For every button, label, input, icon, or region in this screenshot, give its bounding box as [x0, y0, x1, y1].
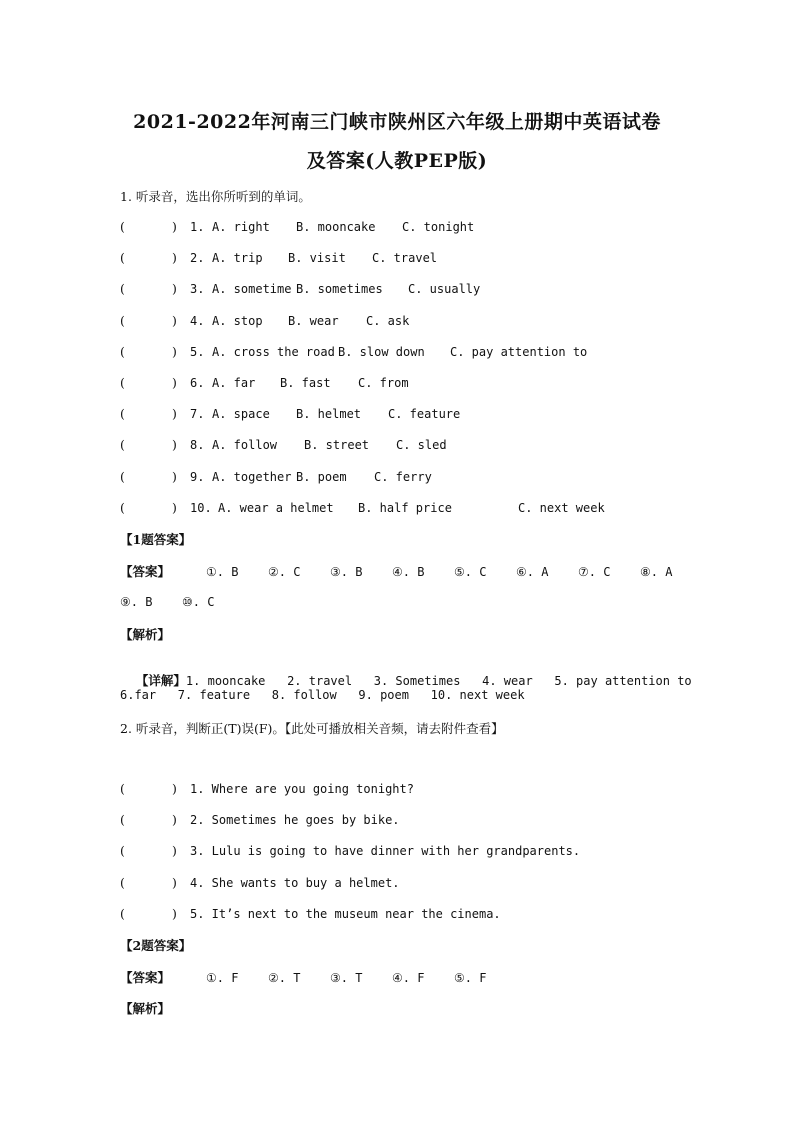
- option-b: B. visit: [288, 251, 346, 266]
- answer-blank-open: (: [120, 843, 125, 859]
- option-a: A. far: [212, 376, 256, 390]
- option-a: A. together: [212, 469, 292, 484]
- option-c: C. sled: [396, 438, 447, 453]
- question-row: [120, 375, 409, 390]
- answer-blank-close: ): [172, 406, 177, 422]
- answer-blank-open: (: [120, 905, 125, 921]
- answer-item: ⑤. F: [454, 971, 487, 985]
- question-number: 7.: [190, 407, 205, 422]
- answer-blank-close: ): [172, 905, 177, 921]
- question-text: 4. She wants to buy a helmet.: [190, 875, 400, 890]
- option-a: A. cross the road: [212, 344, 335, 359]
- question-number: 4.: [190, 313, 205, 328]
- answer-item: ③. T: [330, 971, 363, 985]
- question-row: [120, 812, 400, 827]
- answer-blank-open: (: [120, 281, 125, 297]
- option-b: B. helmet: [296, 407, 362, 422]
- answer-blank-close: ): [172, 343, 177, 359]
- answer-blank-open: (: [120, 375, 125, 390]
- option-a: A. wear a helmet: [218, 500, 334, 515]
- answer-blank-close: ): [172, 812, 177, 828]
- question-text: 1. Where are you going tonight?: [190, 782, 414, 796]
- answer-item: ⑦. C: [578, 565, 611, 579]
- section1-answer-row-2: [120, 594, 244, 609]
- option-a: A. stop: [212, 313, 263, 328]
- question-row: [120, 906, 501, 921]
- option-b: B. poem: [296, 469, 347, 484]
- option-c: C. from: [358, 376, 409, 390]
- answer-item: ②. T: [268, 971, 301, 985]
- answer-list: [206, 970, 516, 985]
- section2-heading: 2. 听录音，判断正(T)误(F)。【此处可播放相关音频，请去附件查看】: [120, 721, 504, 736]
- option-a: A. space: [212, 407, 270, 422]
- section1-answer-row: [120, 562, 702, 580]
- question-row: [120, 406, 460, 421]
- answer-list-continued: [120, 594, 244, 609]
- answer-item: ①. F: [206, 971, 239, 985]
- question-number: 2.: [190, 251, 205, 266]
- option-b: B. wear: [288, 313, 339, 328]
- option-c: C. pay attention to: [450, 344, 588, 359]
- answer-blank-open: (: [120, 250, 125, 266]
- question-row: [120, 437, 447, 452]
- answer-blank-open: (: [120, 343, 125, 359]
- answer-blank-close: ): [172, 874, 177, 890]
- answer-item: ⑥. A: [516, 565, 549, 579]
- answer-blank-close: ): [172, 375, 177, 390]
- option-b: B. slow down: [338, 344, 425, 359]
- option-b: B. sometimes: [296, 282, 383, 297]
- question-row: [120, 781, 414, 796]
- answer-blank-open: (: [120, 874, 125, 890]
- option-b: B. mooncake: [296, 220, 376, 234]
- option-c: C. tonight: [402, 220, 475, 234]
- document-title-line2: 及答案(人教PEP版): [306, 150, 488, 172]
- answer-blank-open: (: [120, 406, 125, 422]
- question-row: [120, 344, 587, 359]
- section1-analysis-heading: 【解析】: [120, 627, 171, 642]
- answer-blank-close: ): [172, 843, 177, 859]
- answer-blank-open: (: [120, 437, 125, 453]
- option-c: C. travel: [372, 251, 438, 266]
- section1-heading: 1. 听录音，选出你所听到的单词。: [120, 189, 311, 204]
- answer-blank-close: ): [172, 312, 177, 328]
- option-c: C. usually: [408, 282, 481, 297]
- option-c: C. next week: [518, 500, 605, 515]
- answer-item: ②. C: [268, 565, 301, 579]
- question-text: 2. Sometimes he goes by bike.: [190, 813, 400, 828]
- answer-blank-open: (: [120, 219, 125, 234]
- section2-analysis-heading: 【解析】: [120, 1001, 171, 1016]
- question-row: [120, 250, 437, 265]
- detail-text: 1. mooncake 2. travel 3. Sometimes 4. wear 5. pay attention to: [185, 674, 692, 688]
- answer-list: [206, 564, 702, 579]
- question-row: [120, 469, 432, 484]
- option-b: B. fast: [280, 376, 331, 390]
- question-number: 5.: [190, 344, 205, 359]
- question-row: [120, 875, 400, 890]
- answer-blank-open: (: [120, 468, 125, 484]
- answer-item: ⑩. C: [182, 595, 215, 609]
- option-c: C. feature: [388, 407, 461, 422]
- answer-label: 【答案】: [120, 564, 171, 579]
- answer-blank-open: (: [120, 499, 125, 515]
- option-a: A. right: [212, 220, 270, 234]
- answer-item: ⑨. B: [120, 595, 153, 609]
- question-number: 8.: [190, 438, 205, 453]
- question-number: 3.: [190, 282, 205, 297]
- answer-item: ③. B: [330, 565, 363, 579]
- section1-detail-line2: 6.far 7. feature 8. follow 9. poem 10. next week: [120, 688, 525, 702]
- question-row: [120, 313, 409, 328]
- question-text: 5. It’s next to the museum near the cinema.: [190, 906, 501, 921]
- detail-label: 【详解】: [135, 673, 186, 688]
- answer-blank-open: (: [120, 812, 125, 828]
- answer-blank-close: ): [172, 781, 177, 796]
- section2-answer-row: [120, 968, 516, 986]
- answer-item: ①. B: [206, 565, 239, 579]
- answer-item: ④. B: [392, 565, 425, 579]
- option-b: B. half price: [358, 500, 452, 515]
- question-row: [120, 843, 580, 858]
- answer-item: ④. F: [392, 971, 425, 985]
- document-title-line1: 2021-2022年河南三门峡市陕州区六年级上册期中英语试卷: [133, 111, 661, 133]
- answer-blank-close: ): [172, 499, 177, 515]
- question-row: [120, 500, 605, 515]
- question-number: 10.: [190, 500, 212, 515]
- option-a: A. trip: [212, 251, 263, 266]
- question-number: 9.: [190, 469, 205, 484]
- option-c: C. ask: [366, 313, 410, 328]
- question-text: 3. Lulu is going to have dinner with her grandparents.: [190, 844, 581, 859]
- question-number: 1.: [190, 220, 205, 234]
- option-c: C. ferry: [374, 469, 432, 484]
- question-number: 6.: [190, 376, 205, 390]
- answer-item: ⑧. A: [640, 565, 673, 579]
- answer-blank-close: ): [172, 250, 177, 266]
- question-row: [120, 281, 480, 296]
- answer-blank-close: ): [172, 281, 177, 297]
- option-a: A. follow: [212, 438, 278, 453]
- option-a: A. sometime: [212, 282, 292, 297]
- answer-blank-open: (: [120, 312, 125, 328]
- answer-item: ⑤. C: [454, 565, 487, 579]
- answer-label: 【答案】: [120, 970, 171, 985]
- answer-blank-close: ): [172, 437, 177, 453]
- section1-answer-heading: 【1题答案】: [120, 532, 192, 547]
- answer-blank-close: ): [172, 468, 177, 484]
- answer-blank-open: (: [120, 781, 125, 796]
- option-b: B. street: [304, 438, 370, 453]
- section2-answer-heading: 【2题答案】: [120, 938, 192, 953]
- answer-blank-close: ): [172, 219, 177, 234]
- question-row: [120, 219, 474, 234]
